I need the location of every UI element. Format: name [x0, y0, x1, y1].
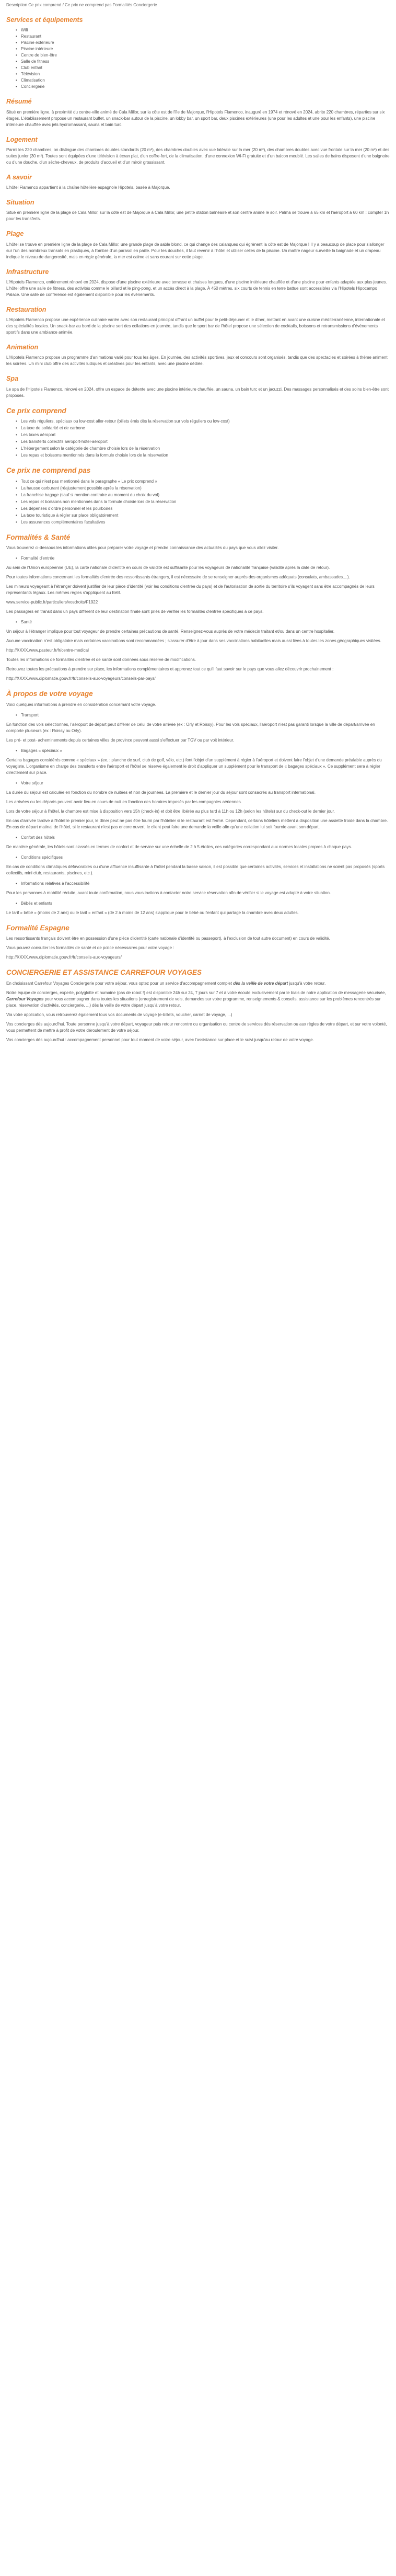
- logement-title: Logement: [6, 135, 38, 143]
- savoir-text: L'hôtel Flamenco appartient à la chaîne hôtelière espagnole Hipotels, basée à Majorque.: [6, 185, 170, 190]
- apropos-p6: Lors de votre séjour à l'hôtel, la chambre est mise à disposition vers 15h (check-in) et doit être libérée au plus tard à 11h ou 12h (selon les hôtels) sur du check-out le dernier jour.: [6, 808, 335, 814]
- apropos-p9: En cas de conditions climatiques défavorables ou d'une affluence insuffisante à l'hôtel pendant la basse saison, il est possible que certaines activités, services et installations ne soient pas proposés (sports collectifs, mini club, restaurants, piscines, etc.).: [6, 864, 385, 875]
- enfants-bullet: • Bébés et enfants: [6, 901, 390, 907]
- apropos-p1: En fonction des vols sélectionnés, l'aéroport de départ peut différer de celui de votre arrivée (ex : Orly et Roissy). Pour les vols spéciaux, l'aéroport n'est pas garanti lorsque la ville de départ/arrivée en comporte plusieurs (ex : Roissy ou Orly).: [6, 722, 375, 733]
- infrastructure-text: L'Hipotels Flamenco, entièrement rénové en 2024, dispose d'une piscine extérieure avec terrasse et chaises longues, d'une piscine intérieure chauffée et d'une piscine pour enfants adaptée aux plus jeunes. L'hôtel offre une salle de fitness, des activités comme le billard et le ping-pong, et un accès direct à la plage. À 450 mètres, six courts de tennis en terre battue sont accessibles via l'Hipotels Hipocampo Palace. Une salle de conférence est également disponible pour les événements.: [6, 279, 387, 297]
- formalites-intro: Vous trouverez ci-dessous les informations utiles pour préparer votre voyage et prendre connaissance des actualités du pays que vous allez visiter.: [6, 545, 279, 551]
- apropos-intro: Voici quelques informations à prendre en considération concernant votre voyage.: [6, 702, 156, 707]
- formalites-p1: Au sein de l'Union européenne (UE), la carte nationale d'identité en cours de validité est suffisante pour les voyageurs de nationalité française (validité après la date de retour).: [6, 565, 330, 571]
- conciergerie-p3: Via votre application, vous retrouverez également tous vos documents de voyage (e-billets, voucher, carnet de voyage, ...): [6, 1012, 232, 1017]
- list-item: • La franchise bagage (sauf si mention contraire au moment du choix du vol): [21, 492, 390, 498]
- conciergerie-p1-a: En choisissant Carrefour Voyages Conciergerie pour votre séjour, vous optez pour un service d'accompagnement complet: [6, 981, 234, 986]
- spa-title: Spa: [6, 375, 18, 383]
- resume-title: Résumé: [6, 98, 32, 106]
- conciergerie-p2-b: Carrefour Voyages: [6, 996, 44, 1001]
- sejour-bullet: • Votre séjour: [6, 780, 390, 787]
- apropos-p10: Pour les personnes à mobilité réduite, avant toute confirmation, nous vous invitons à contacter notre service réservation afin de vérifier si le voyage est adapté à votre situation.: [6, 890, 331, 895]
- apropos-p3: Certains bagages considérés comme « spéciaux » (ex. : planche de surf, club de golf, vélo, etc.) font l'objet d'un supplément à régler à l'aéroport et doivent faire l'objet d'une demande préalable auprès du voyagiste. L'organisme en charge des transferts entre l'aéroport et l'hôtel se réserve également le droit d'appliquer un supplément pour le transport de « bagages spéciaux ». Ce supplément sera à régler directement sur place.: [6, 757, 382, 775]
- apropos-p7: En cas d'arrivée tardive à l'hôtel le premier jour, le dîner peut ne pas être fourni par l'hôtelier si le restaurant est fermé. Cependant, certains hôteliers mettent à disposition une assiette froide dans la chambre. En cas de départ matinal de l'hôtel, si le restaurant n'est pas encore ouvert, le client peut faire une demande la veille afin qu'une collation lui soit fournie avant son départ.: [6, 818, 388, 829]
- list-item: • Les vols réguliers, spéciaux ou low-cost aller-retour (billets émis dès la réservation sur vols réguliers ou low-cost): [21, 418, 390, 425]
- list-item: • Les repas et boissons mentionnés dans la formule choisie lors de la réservation: [21, 452, 390, 459]
- diplomatie-link[interactable]: http://XXXX.www.diplomatie.gouv.fr/fr/conseils-aux-voyageurs/: [6, 955, 122, 960]
- formalites-entree-bullet: • Formalité d'entrée: [6, 555, 390, 562]
- list-item: • Piscine intérieure: [21, 46, 390, 52]
- conciergerie-p5: Vos concierges dès aujourd'hui : accompagnement personnel pour tout moment de votre séjour, avec l'assistance sur place et le suivi jusqu'au retour de votre voyage.: [6, 1037, 314, 1042]
- apropos-p11: Le tarif « bébé » (moins de 2 ans) ou le tarif « enfant » (de 2 à moins de 12 ans) s'applique pour le bébé ou l'enfant qui partage la chambre avec deux adultes.: [6, 910, 299, 915]
- resume-text: Situé en première ligne, à proximité du centre-ville animé de Cala Millor, sur la côte est de l'île de Majorque, l'Hipotels Flamenco, inauguré en 1974 et rénové en 2024, abrite 220 chambres, réparties sur six étages. L'établissement propose un restaurant buffet, un snack-bar autour de la piscine, un lobby bar, un sport bar, deux piscines extérieures (une pour les adultes et une pour les enfants), une piscine intérieure chauffée avec jets hydromassant, sauna et bain turc.: [6, 109, 385, 127]
- apropos-p4: La durée du séjour est calculée en fonction du nombre de nuitées et non de journées. La première et le dernier jour du séjour sont consacrés au transport international.: [6, 790, 316, 795]
- apropos-p8: De manière générale, les hôtels sont classés en termes de confort et de service sur une échelle de 2 à 5 étoiles, ces catégories correspondant aux normes locales propres à chaque pays.: [6, 844, 352, 849]
- list-item: • Piscine extérieure: [21, 40, 390, 46]
- services-list: [6, 27, 390, 90]
- conditions-bullet: • Conditions spécifiques: [6, 854, 390, 861]
- formalite-pays-p1: Les ressortissants français doivent être en possession d'une pièce d'identité (carte nationale d'identité ou passeport), à l'exclusion de tout autre document) en cours de validité.: [6, 936, 330, 941]
- service-public-link[interactable]: www.service-public.fr/particuliers/vosdroits/F1922: [6, 600, 98, 605]
- infrastructure-title: Infrastructure: [6, 268, 49, 276]
- logement-text: Parmi les 220 chambres, on distingue des chambres doubles standards (20 m²), des chambres doubles avec vue latérale sur la mer (20 m²), des chambres doubles avec vue frontale sur la mer (20 m²) et des suites junior (30 m²). Toutes sont équipées d'une télévision à écran plat, d'un coffre-fort, de la climatisation, d'une connexion Wi-Fi gratuite et d'un balcon meublé. Les salles de bains disposent d'une baignoire ou d'une douche, d'un sèche-cheveux, de produits d'accueil et d'un miroir grossissant.: [6, 147, 390, 165]
- list-item: • Les assurances complémentaires facultatives: [21, 519, 390, 526]
- restauration-text: L'Hipotels Flamenco propose une expérience culinaire variée avec son restaurant principal offrant un buffet pour le petit-déjeuner et le dîner, mettant en avant une cuisine méditerranéenne, internationale et des spécialités locales. Un snack-bar au bord de la piscine sert des collations en journée, tandis que le sport bar de l'hôtel propose une sélection de cocktails, boissons et retransmissions d'événements sportifs dans une ambiance animée.: [6, 317, 385, 335]
- conciergerie-p2: [6, 990, 390, 1009]
- list-item: • Wifi: [21, 27, 390, 33]
- list-item: • La taxe touristique à régler sur place obligatoirement: [21, 512, 390, 519]
- apropos-p2: Les pré- et post- acheminements depuis certaines villes de province peuvent aussi s'effectuer par TGV ou par voit intérieur.: [6, 737, 235, 743]
- list-item: • Restaurant: [21, 33, 390, 40]
- animation-title: Animation: [6, 344, 39, 351]
- list-item: • Centre de bien-être: [21, 52, 390, 59]
- services-title: Services et équipements: [6, 16, 83, 24]
- page: [0, 0, 396, 1053]
- prix-ne-comprend-list: [6, 478, 390, 526]
- spa-text: Le spa de l'Hipotels Flamenco, rénové en 2024, offre un espace de détente avec une piscine intérieure chauffée, un sauna, un bain turc et un jacuzzi. Des massages personnalisés et des soins bien-être sont proposés.: [6, 386, 389, 398]
- sante-bullet: • Santé: [6, 619, 390, 625]
- list-item: • Club enfant: [21, 65, 390, 71]
- list-item: • La hausse carburant (réajustement possible après la réservation): [21, 485, 390, 492]
- plage-text: L'hôtel se trouve en première ligne de la plage de Cala Millor, une grande plage de sable blond, ce qui change des calanques qui égrènent la côte est de Majorque ! Il y a beaucoup de place pour s'allonger sur l'un des nombreux transats en plastiques, à l'ombre d'un parasol en paille. Pour les douches, il faut revenir à l'hôtel et utiliser celles de la piscine. Un maître nageur surveille la baignade et un drapeau indique le niveau de dangerosité, mais en règle générale, la mer est calme et sans courant sur cette plage.: [6, 242, 385, 259]
- formalite-pays-title: Formalité Espagne: [6, 924, 69, 932]
- conciergerie-title: CONCIERGERIE ET ASSISTANCE CARREFOUR VOYAGES: [6, 968, 202, 977]
- list-item: • Salle de fitness: [21, 59, 390, 65]
- conciergerie-p2-c: pour vous accompagner dans toutes les situations (enregistrement de vols, demandes sur votre programme, renseignements & conseils, assistance sur les problèmes rencontrés sur place, réservation d'activités, conciergerie, ...) dès la veille de votre départ jusqu'à votre retour.: [6, 996, 381, 1008]
- formalites-p8: Retrouvez toutes les précautions à prendre sur place, les informations complémentaires et apprenez tout ce qu'il faut savoir sur le pays que vous allez découvrir prochainement :: [6, 667, 334, 672]
- situation-title: Situation: [6, 199, 34, 206]
- conciergerie-p1-c: jusqu'à votre retour.: [288, 981, 326, 986]
- pasteur-link[interactable]: http://XXXX.www.pasteur.fr/fr/centre-medical: [6, 648, 89, 653]
- list-item: • Les taxes aéroport: [21, 432, 390, 438]
- formalites-title: Formalités & Santé: [6, 533, 71, 541]
- list-item: • La taxe de solidarité et de carbone: [21, 425, 390, 431]
- diplomatie-pays-link[interactable]: http://XXXX.www.diplomatie.gouv.fr/fr/conseils-aux-voyageurs/conseils-par-pays/: [6, 676, 156, 681]
- situation-text: Situé en première ligne de la plage de Cala Millor, sur la côte est de Majorque à Cala Millor, une petite station balnéaire et son centre animé le soir. Palma se trouve à 65 km et l'aéroport à 60 km : compter 1h pour les transferts.: [6, 210, 389, 222]
- apropos-title: À propos de votre voyage: [6, 690, 93, 698]
- list-item: • Tout ce qui n'est pas mentionné dans le paragraphe « Le prix comprend »: [21, 478, 390, 485]
- formalites-p6: Aucune vaccination n'est obligatoire mais certaines vaccinations sont recommandées ; s'assurer d'être à jour dans ses vaccinations habituelles mais aussi liées à toutes les zones géographiques visitées.: [6, 639, 381, 644]
- prix-comprend-list: [6, 418, 390, 459]
- conciergerie-p1-b: dès la veille de votre départ: [233, 981, 288, 986]
- conciergerie-p2-a: Notre équipe de concierges, experte, polyglotte et humaine (pas de robot !) est disponible 24h sur 24, 7 jours sur 7 et à votre écoute exclusivement par le biais de notre application de messagerie sécurisée,: [6, 990, 386, 995]
- list-item: • Les dépenses d'ordre personnel et les pourboires: [21, 506, 390, 512]
- restauration-title: Restauration: [6, 305, 46, 313]
- accessibilite-bullet: • Informations relatives à l'accessibilité: [6, 881, 390, 887]
- prix-ne-comprend-title: Ce prix ne comprend pas: [6, 466, 91, 475]
- bagages-bullet: • Bagages « spéciaux »: [6, 748, 390, 754]
- transport-bullet: • Transport: [6, 712, 390, 719]
- hotels-bullet: • Confort des hôtels: [6, 835, 390, 841]
- formalites-p5: Un séjour à l'étranger implique pour tout voyageur de prendre certaines précautions de santé. Renseignez-vous auprès de votre médecin traitant et/ou dans un centre hospitalier.: [6, 629, 335, 634]
- list-item: • Les transferts collectifs aéroport-hôtel-aéroport: [21, 439, 390, 445]
- formalites-p2: Pour toutes informations concernant les formalités d'entrée des ressortissants étrangers, il est nécessaire de se renseigner auprès des organismes adéquats (consulats, ambassades....).: [6, 575, 350, 580]
- savoir-title: A savoir: [6, 173, 32, 181]
- conciergerie-p4: Vos concierges dès aujourd'hui. Toute personne jusqu'à votre départ, voyageur puis retour rencontre ou organisation ou centre de services dès réservation ou aux règles de votre départ, et sur votre volonté, vous permettent de mettre à profit de votre déroulement de votre séjour.: [6, 1021, 387, 1033]
- conciergerie-p1: [6, 981, 390, 987]
- formalites-p3: Les mineurs voyageant à l'étranger doivent justifier de leur pièce d'identité (voir les conditions d'entrée du pays) et de l'autorisation de sortie du territoire s'ils voyagent sans être accompagnés de leurs représentants légaux. Les mêmes règles s'appliquent au BéB.: [6, 584, 375, 596]
- apropos-p5: Les arrivées ou les départs peuvent avoir lieu en cours de nuit en fonction des horaires imposés par les compagnies aériennes.: [6, 799, 242, 804]
- formalites-p4: Les passagers en transit dans un pays différent de leur destination finale sont priés de vérifier les formalités d'entrée spécifiques à ce pays.: [6, 609, 264, 614]
- list-item: • Climatisation: [21, 77, 390, 84]
- plage-title: Plage: [6, 230, 24, 238]
- list-item: • Les repas et boissons non mentionnés dans la formule choisie lors de la réservation: [21, 499, 390, 505]
- list-item: • Conciergerie: [21, 84, 390, 90]
- formalites-p7: Toutes les informations de formalités d'entrée et de santé sont données sous réserve de modifications.: [6, 657, 196, 663]
- breadcrumb: Description Ce prix comprend / Ce prix ne comprend pas Formalités Conciergerie: [6, 3, 157, 7]
- animation-text: L'Hipotels Flamenco propose un programme d'animations varié pour tous les âges. En journée, des activités sportives, jeux et concours sont organisés, tandis que des spectacles et soirées à thème animent les soirées. Un mini club offre des activités ludiques et créatives pour les enfants, avec une piscine dédiée.: [6, 355, 388, 367]
- formalite-pays-p2: Vous pouvez consulter les formalités de santé et de police nécessaires pour votre voyage :: [6, 945, 174, 951]
- list-item: • Télévision: [21, 71, 390, 77]
- prix-comprend-title: Ce prix comprend: [6, 406, 66, 415]
- list-item: • L'hébergement selon la catégorie de chambre choisie lors de la réservation: [21, 446, 390, 452]
